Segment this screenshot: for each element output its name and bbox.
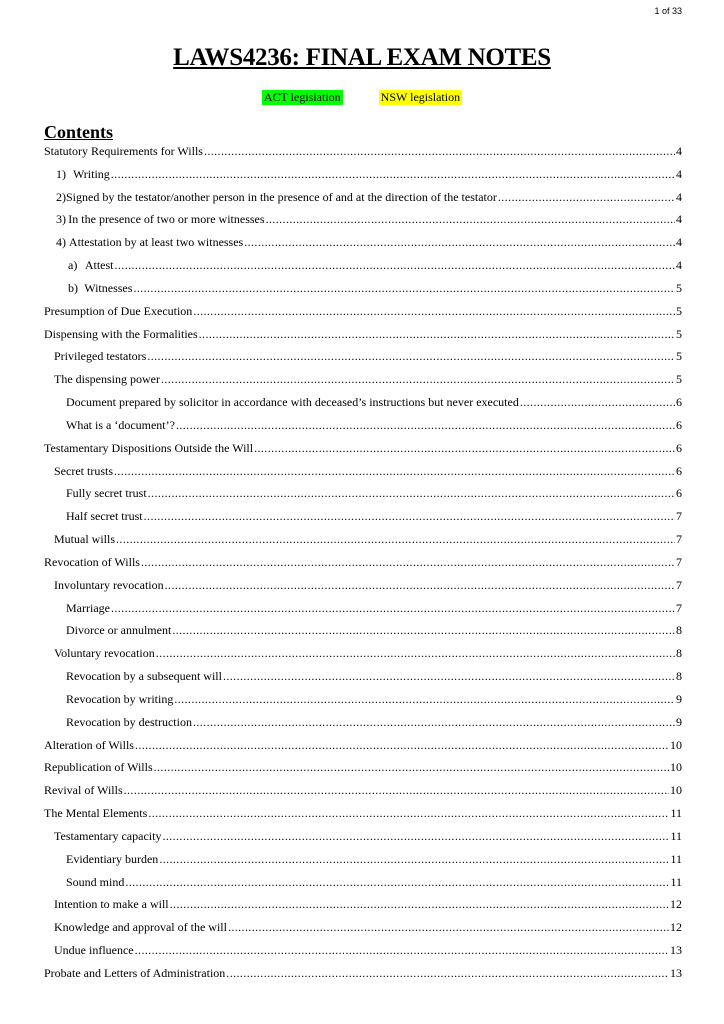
toc-entry-title: Marriage	[66, 600, 110, 615]
toc-entry-title: Document prepared by solicitor in accordance with deceased’s instructions but never executed	[66, 395, 519, 410]
toc-entry[interactable]	[44, 806, 682, 829]
toc-dot-leader	[148, 806, 669, 821]
toc-entry[interactable]	[44, 281, 682, 304]
toc-dot-leader	[159, 852, 669, 867]
toc-dot-leader	[172, 623, 675, 638]
toc-entry-page: 10	[670, 760, 682, 775]
toc-entry-title: Witnesses	[84, 280, 133, 295]
toc-dot-leader	[115, 258, 676, 273]
toc-entry[interactable]	[44, 349, 682, 372]
toc-entry-page: 11	[670, 806, 682, 821]
toc-dot-leader	[254, 441, 675, 456]
toc-entry-number: 4)	[56, 235, 66, 250]
toc-entry-page: 5	[676, 349, 682, 364]
toc-entry[interactable]	[44, 966, 682, 989]
toc-entry-title: Statutory Requirements for Wills	[44, 144, 203, 158]
toc-entry-title: Republication of Wills	[44, 760, 153, 775]
toc-entry[interactable]	[44, 669, 682, 692]
toc-dot-leader	[161, 372, 675, 387]
toc-entry-page: 12	[670, 897, 682, 912]
toc-entry-title: Dispensing with the Formalities	[44, 326, 198, 341]
toc-dot-leader	[223, 669, 675, 684]
toc-dot-leader	[193, 715, 675, 730]
toc-entry[interactable]	[44, 760, 682, 783]
toc-dot-leader	[228, 920, 669, 935]
toc-entry-title: Involuntary revocation	[54, 577, 164, 592]
toc-entry[interactable]	[44, 578, 682, 601]
toc-entry-page: 7	[676, 532, 682, 547]
toc-entry-page: 11	[670, 874, 682, 889]
toc-entry-page: 5	[676, 326, 682, 341]
toc-dot-leader	[124, 783, 669, 798]
toc-entry[interactable]	[44, 623, 682, 646]
toc-dot-leader	[147, 349, 675, 364]
toc-entry[interactable]	[44, 144, 682, 167]
toc-dot-leader	[162, 829, 669, 844]
toc-dot-leader	[174, 692, 675, 707]
toc-dot-leader	[170, 897, 669, 912]
toc-entry-page: 9	[676, 714, 682, 729]
toc-entry-title: Intention to make a will	[54, 897, 169, 912]
toc-entry[interactable]	[44, 190, 682, 213]
toc-entry-page: 11	[670, 828, 682, 843]
toc-entry-title: In the presence of two or more witnesses	[68, 212, 265, 227]
toc-entry-title: Evidentiary burden	[66, 851, 159, 866]
toc-entry-title: Revocation by a subsequent will	[66, 669, 222, 684]
toc-entry-title: The dispensing power	[54, 372, 160, 387]
toc-entry-title: Sound mind	[66, 874, 125, 889]
toc-entry-number: 3)	[56, 212, 66, 227]
toc-dot-leader	[154, 760, 669, 775]
toc-entry-page: 7	[676, 554, 682, 569]
toc-dot-leader	[520, 395, 675, 410]
toc-entry[interactable]	[44, 372, 682, 395]
toc-dot-leader	[226, 966, 669, 981]
toc-entry-title: Attest	[84, 258, 114, 273]
toc-entry-page: 7	[676, 577, 682, 592]
page-indicator: 1 of 33	[654, 6, 682, 16]
toc-dot-leader	[141, 555, 675, 570]
toc-entry[interactable]	[44, 509, 682, 532]
toc-entry-page: 5	[676, 280, 682, 295]
toc-entry[interactable]	[44, 327, 682, 350]
toc-dot-leader	[111, 167, 675, 182]
toc-entry[interactable]	[44, 486, 682, 509]
toc-entry-number: 1)	[56, 166, 66, 181]
toc-dot-leader	[125, 875, 669, 890]
toc-entry[interactable]	[44, 258, 682, 281]
toc-entry-title: What is a ‘document’?	[66, 417, 175, 432]
toc-entry[interactable]	[44, 167, 682, 190]
toc-entry-page: 5	[676, 372, 682, 387]
toc-entry-title: Undue influence	[54, 942, 134, 957]
legislation-legend	[0, 90, 724, 105]
toc-entry[interactable]	[44, 555, 682, 578]
toc-entry-page: 11	[670, 851, 682, 866]
toc-entry-title: Knowledge and approval of the will	[54, 920, 227, 935]
toc-dot-leader	[135, 943, 669, 958]
toc-entry-page: 10	[670, 783, 682, 798]
toc-entry-title: Testamentary capacity	[54, 828, 162, 843]
table-of-contents	[44, 144, 682, 989]
toc-dot-leader	[133, 281, 675, 296]
toc-entry-title: Revocation by writing	[66, 691, 174, 706]
toc-dot-leader	[144, 509, 675, 524]
toc-entry-page: 6	[676, 463, 682, 478]
toc-entry-title: Presumption of Due Execution	[44, 303, 193, 318]
toc-entry-page: 8	[676, 623, 682, 638]
toc-dot-leader	[176, 418, 675, 433]
toc-entry-page: 4	[676, 189, 682, 204]
toc-entry-page: 6	[676, 486, 682, 501]
toc-dot-leader	[156, 646, 675, 661]
toc-entry-page: 6	[676, 417, 682, 432]
toc-entry-title: Fully secret trust	[66, 486, 147, 501]
toc-entry-page: 6	[676, 440, 682, 455]
toc-entry-page: 7	[676, 600, 682, 615]
toc-entry[interactable]	[44, 304, 682, 327]
toc-entry-page: 4	[676, 235, 682, 250]
toc-entry-page: 4	[676, 212, 682, 227]
toc-dot-leader	[165, 578, 675, 593]
toc-entry[interactable]	[44, 920, 682, 943]
toc-entry-page: 4	[676, 258, 682, 273]
toc-entry-title: Probate and Letters of Administration	[44, 965, 226, 980]
toc-entry-title: Revocation of Wills	[44, 554, 140, 569]
toc-dot-leader	[111, 601, 675, 616]
toc-entry-title: Half secret trust	[66, 509, 143, 524]
act-legislation-label: ACT legislation	[263, 90, 341, 104]
toc-entry-title: Attestation by at least two witnesses	[68, 235, 244, 250]
toc-entry-page: 12	[670, 920, 682, 935]
toc-dot-leader	[116, 532, 675, 547]
toc-entry-number: a)	[68, 258, 78, 273]
toc-dot-leader	[199, 327, 675, 342]
toc-entry-page: 4	[676, 166, 682, 181]
toc-entry[interactable]	[44, 601, 682, 624]
toc-entry[interactable]	[44, 532, 682, 555]
toc-dot-leader	[148, 486, 675, 501]
contents-heading: Contents	[44, 122, 114, 142]
toc-entry-title: Revocation by destruction	[66, 714, 192, 729]
toc-entry-title: Revival of Wills	[44, 783, 123, 798]
toc-entry[interactable]	[44, 897, 682, 920]
toc-entry[interactable]	[44, 235, 682, 258]
toc-entry[interactable]	[44, 715, 682, 738]
toc-entry-title: Divorce or annulment	[66, 623, 172, 638]
toc-entry-title: The Mental Elements	[44, 806, 148, 821]
toc-entry[interactable]	[44, 418, 682, 441]
toc-dot-leader	[266, 212, 675, 227]
toc-entry-page: 13	[670, 965, 682, 980]
toc-entry-title: Voluntary revocation	[54, 646, 155, 661]
toc-entry-title: Alteration of Wills	[44, 737, 134, 752]
toc-entry-page: 8	[676, 646, 682, 661]
toc-entry[interactable]	[44, 395, 682, 418]
toc-entry-page: 7	[676, 509, 682, 524]
toc-entry[interactable]	[44, 943, 682, 966]
toc-dot-leader	[204, 144, 675, 159]
toc-entry-page: 8	[676, 669, 682, 684]
toc-entry-page: 4	[676, 144, 682, 158]
toc-entry[interactable]	[44, 441, 682, 464]
toc-entry-title: Testamentary Dispositions Outside the Will	[44, 440, 254, 455]
toc-entry-page: 5	[676, 303, 682, 318]
toc-entry-title: Mutual wills	[54, 532, 116, 547]
toc-entry-page: 6	[676, 395, 682, 410]
document-title: LAWS4236: FINAL EXAM NOTES	[173, 44, 551, 71]
toc-entry[interactable]	[44, 852, 682, 875]
toc-entry[interactable]	[44, 875, 682, 898]
toc-dot-leader	[498, 190, 675, 205]
toc-dot-leader	[244, 235, 675, 250]
toc-dot-leader	[114, 464, 675, 479]
toc-entry-title: Writing	[72, 166, 110, 181]
toc-dot-leader	[193, 304, 675, 319]
toc-entry-number: b)	[68, 280, 78, 295]
nsw-legislation-label: NSW legislation	[380, 90, 461, 104]
toc-entry-title: Secret trusts	[54, 463, 113, 478]
toc-entry[interactable]	[44, 646, 682, 669]
toc-entry[interactable]	[44, 738, 682, 761]
toc-entry-page: 13	[670, 942, 682, 957]
toc-entry-title: Privileged testators	[54, 349, 147, 364]
toc-entry-title: Signed by the testator/another person in the presence of and at the direction of the testator	[66, 189, 497, 204]
toc-entry[interactable]	[44, 212, 682, 235]
toc-entry-number: 2)	[56, 189, 66, 204]
toc-dot-leader	[135, 738, 669, 753]
toc-entry[interactable]	[44, 692, 682, 715]
toc-entry[interactable]	[44, 829, 682, 852]
toc-entry[interactable]	[44, 464, 682, 487]
toc-entry-page: 9	[676, 691, 682, 706]
toc-entry[interactable]	[44, 783, 682, 806]
toc-entry-page: 10	[670, 737, 682, 752]
